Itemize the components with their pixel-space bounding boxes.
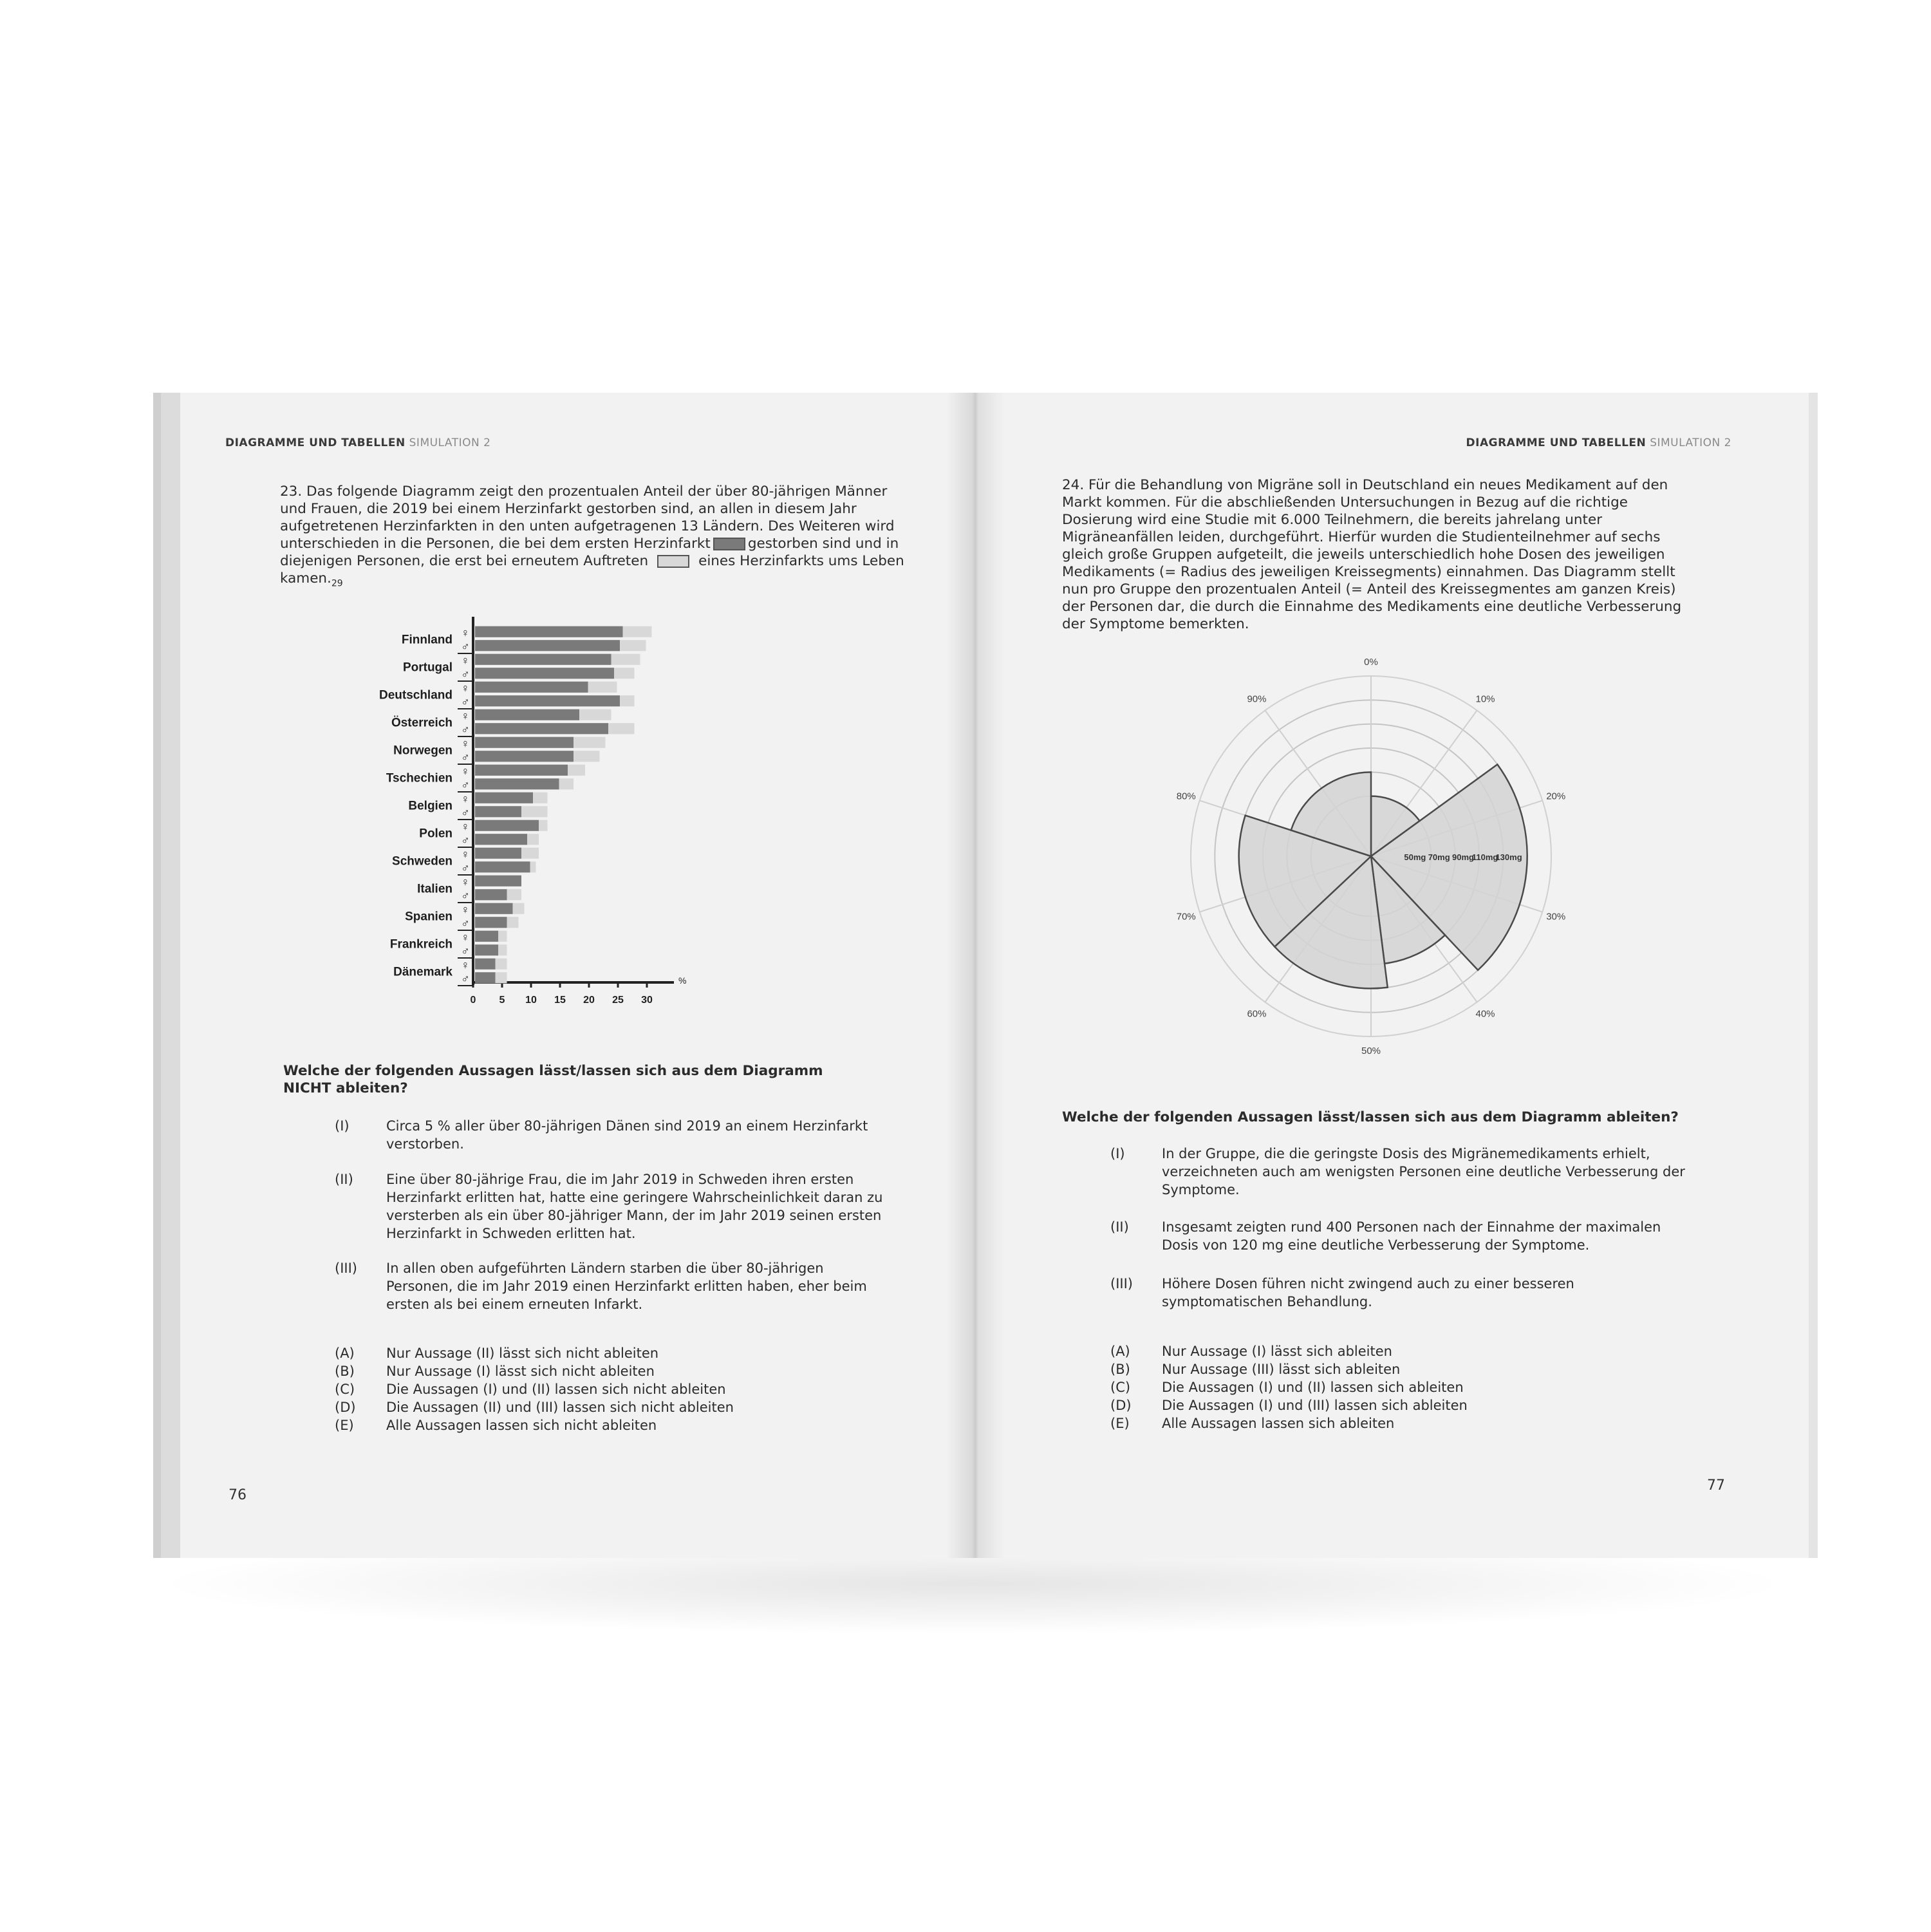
right-page xyxy=(972,393,1818,1558)
intro-line xyxy=(280,552,911,570)
left-header-section: DIAGRAMME UND TABELLEN xyxy=(225,436,406,449)
intro-line: Medikaments (= Radius des jeweiligen Kreissegments) einnahmen. Das Diagramm stellt xyxy=(1062,564,1675,580)
category-label: Finnland xyxy=(401,633,452,647)
bar-first-infarct xyxy=(475,959,496,970)
left-question: Welche der folgenden Aussagen lässt/lassen sich aus dem Diagramm NICHT ableiten? xyxy=(283,1063,823,1096)
intro-line-part: gestorben sind und in xyxy=(747,536,899,552)
answer-text: Alle Aussagen lassen sich nicht ableiten xyxy=(386,1418,657,1433)
answer-option-d[interactable] xyxy=(1110,1396,1690,1414)
intro-line-part: kamen. xyxy=(280,570,331,586)
bar-first-infarct xyxy=(475,792,533,803)
legend-swatch-first-infarct xyxy=(713,538,745,550)
answer-option-e[interactable] xyxy=(335,1416,888,1434)
intro-line: der Symptome bemerkten. xyxy=(1062,616,1249,632)
x-tick-label: 15 xyxy=(554,995,566,1006)
answer-text: Nur Aussage (I) lässt sich nicht ableiten xyxy=(386,1364,655,1379)
x-tick-label: 20 xyxy=(583,995,595,1006)
angle-label: 20% xyxy=(1546,791,1566,802)
category-label: Italien xyxy=(417,882,452,896)
angle-label: 40% xyxy=(1475,1008,1495,1020)
left-intro xyxy=(280,483,911,592)
intro-line-part: diejenigen Personen, die erst bei erneutem Auftreten xyxy=(280,553,649,569)
female-symbol: ♀ xyxy=(461,820,470,833)
intro-line: aufgetretenen Herzinfarkten in den unten aufgetragenen 13 Ländern. Des Weiteren wird xyxy=(280,518,895,534)
male-symbol: ♂ xyxy=(461,917,470,930)
bar-first-infarct xyxy=(475,848,521,859)
answer-option-c[interactable] xyxy=(1110,1378,1690,1396)
radial-dose-label: 130mg xyxy=(1495,852,1522,862)
answer-option-c[interactable] xyxy=(335,1380,888,1398)
intro-line xyxy=(280,535,911,552)
answer-text: Nur Aussage (III) lässt sich ableiten xyxy=(1162,1362,1401,1377)
statement-number: (III) xyxy=(1110,1276,1133,1291)
radial-dose-label: 50mg xyxy=(1404,852,1426,862)
left-page-number: 76 xyxy=(229,1487,247,1503)
category-label: Frankreich xyxy=(389,937,452,952)
answer-option-b[interactable] xyxy=(1110,1360,1690,1378)
right-page-number: 77 xyxy=(1707,1477,1725,1494)
bar-first-infarct xyxy=(475,695,620,706)
bar-first-infarct xyxy=(475,723,608,734)
female-symbol: ♀ xyxy=(461,736,470,750)
statement-number: (I) xyxy=(1110,1146,1125,1161)
legend-swatch-repeat-infarct xyxy=(657,555,689,568)
female-symbol: ♀ xyxy=(461,709,470,722)
statement-text: Höhere Dosen führen nicht zwingend auch zu einer besseren symptomatischen Behandlung. xyxy=(1162,1276,1574,1309)
bar-first-infarct xyxy=(475,931,498,942)
male-symbol: ♂ xyxy=(461,751,470,764)
answer-key: (A) xyxy=(335,1346,355,1361)
left-answer-options xyxy=(335,1344,888,1434)
statement-1 xyxy=(335,1117,888,1162)
intro-line-part: unterschieden in die Personen, die bei dem ersten Herzinfarkt xyxy=(280,536,711,552)
male-symbol: ♂ xyxy=(461,834,470,847)
female-symbol: ♀ xyxy=(461,764,470,778)
intro-line: Dosierung wird eine Studie mit 6.000 Teilnehmern, die bereits jahrelang unter xyxy=(1062,512,1603,528)
female-symbol: ♀ xyxy=(461,958,470,971)
female-symbol: ♀ xyxy=(461,930,470,944)
male-symbol: ♂ xyxy=(461,778,470,792)
migraine-polar-chart xyxy=(1165,650,1577,1075)
statement-text: Insgesamt zeigten rund 400 Personen nach der Einnahme der maximalen Dosis von 120 mg eine deutliche Verbesserung der Symptome. xyxy=(1162,1219,1661,1253)
intro-line-part: eines Herzinfarkts ums Leben xyxy=(698,553,904,569)
x-tick-label: 10 xyxy=(525,995,537,1006)
footnote-marker: 29 xyxy=(331,578,343,589)
answer-text: Nur Aussage (II) lässt sich nicht ableiten xyxy=(386,1346,659,1361)
bar-first-infarct xyxy=(475,709,579,720)
male-symbol: ♂ xyxy=(461,668,470,681)
book-gutter xyxy=(946,393,1004,1558)
statement-text: Circa 5 % aller über 80-jährigen Dänen sind 2019 an einem Herzinfarkt verstorben. xyxy=(386,1118,868,1152)
bar-first-infarct xyxy=(475,806,521,817)
angle-label: 90% xyxy=(1247,693,1267,705)
bar-first-infarct xyxy=(475,778,559,789)
angle-label: 70% xyxy=(1176,911,1196,923)
answer-text: Die Aussagen (I) und (II) lassen sich nicht ableiten xyxy=(386,1382,726,1397)
right-question: Welche der folgenden Aussagen lässt/lassen sich aus dem Diagramm ableiten? xyxy=(1062,1109,1679,1125)
right-header-section: DIAGRAMME UND TABELLEN xyxy=(1466,436,1646,449)
bar-first-infarct xyxy=(475,737,574,748)
answer-option-b[interactable] xyxy=(335,1362,888,1380)
male-symbol: ♂ xyxy=(461,695,470,709)
answer-key: (D) xyxy=(1110,1398,1132,1413)
x-tick-label: 5 xyxy=(499,995,505,1006)
intro-line: Migräneanfällen leiden, durchgeführt. Hierfür wurden die Studienteilnehmer auf sechs xyxy=(1062,529,1661,545)
category-label: Österreich xyxy=(391,716,452,730)
male-symbol: ♂ xyxy=(461,944,470,958)
right-answer-options xyxy=(1110,1342,1690,1432)
answer-key: (C) xyxy=(335,1382,355,1397)
answer-option-d[interactable] xyxy=(335,1398,888,1416)
statement-text: Eine über 80-jährige Frau, die im Jahr 2019 in Schweden ihren ersten Herzinfarkt erlitten hat, hatte eine geringere Wahrscheinlichkeit daran zu versterben als ein über 80-jähriger Mann, der im Jahr 2019 seinen ersten Herzinfarkt in Schweden erlitten hat. xyxy=(386,1172,883,1241)
answer-text: Alle Aussagen lassen sich ableiten xyxy=(1162,1416,1395,1431)
angle-label: 30% xyxy=(1546,911,1566,923)
answer-option-e[interactable] xyxy=(1110,1414,1690,1432)
answer-key: (D) xyxy=(335,1400,356,1415)
bar-first-infarct xyxy=(475,654,611,665)
heart-attack-bar-chart xyxy=(354,612,882,1011)
statement-text: In der Gruppe, die die geringste Dosis des Migränemedikaments erhielt, verzeichneten auch am wenigsten Personen eine deutliche Verbesserung der Symptome. xyxy=(1162,1146,1685,1197)
answer-text: Die Aussagen (II) und (III) lassen sich nicht ableiten xyxy=(386,1400,734,1415)
category-label: Dänemark xyxy=(393,965,452,979)
female-symbol: ♀ xyxy=(461,626,470,639)
angle-label: 10% xyxy=(1475,693,1495,705)
bar-first-infarct xyxy=(475,972,496,983)
right-running-head xyxy=(1466,436,1731,449)
bar-first-infarct xyxy=(475,640,620,651)
category-label: Polen xyxy=(419,827,452,841)
answer-text: Die Aussagen (I) und (II) lassen sich ableiten xyxy=(1162,1380,1464,1395)
x-tick-label: 0 xyxy=(470,995,476,1006)
angle-label: 0% xyxy=(1364,657,1378,668)
radial-dose-label: 110mg xyxy=(1471,852,1498,862)
male-symbol: ♂ xyxy=(461,806,470,820)
intro-line: 23. Das folgende Diagramm zeigt den prozentualen Anteil der über 80-jährigen Männer xyxy=(280,483,888,500)
statement-number: (III) xyxy=(335,1261,357,1276)
left-header-simulation: SIMULATION 2 xyxy=(409,436,491,449)
intro-line: nun pro Gruppe den prozentualen Anteil (= Anteil des Kreissegmentes am ganzen Kreis) xyxy=(1062,581,1676,597)
radial-dose-label: 90mg xyxy=(1452,852,1474,862)
bar-first-infarct xyxy=(475,944,498,955)
left-page xyxy=(161,393,991,1558)
statement-3 xyxy=(335,1259,888,1317)
bar-first-infarct xyxy=(475,682,588,693)
bar-first-infarct xyxy=(475,820,539,831)
category-label: Spanien xyxy=(405,910,452,924)
category-label: Tschechien xyxy=(386,771,452,785)
answer-key: (B) xyxy=(1110,1362,1130,1377)
bar-first-infarct xyxy=(475,834,527,845)
bar-first-infarct xyxy=(475,917,507,928)
statement-1 xyxy=(1110,1145,1690,1203)
category-label: Norwegen xyxy=(393,744,452,758)
intro-line: 24. Für die Behandlung von Migräne soll in Deutschland ein neues Medikament auf den xyxy=(1062,477,1668,493)
statement-number: (II) xyxy=(1110,1219,1129,1235)
intro-line: und Frauen, die 2019 bei einem Herzinfarkt gestorben sind, an allen in diesem Jahr xyxy=(280,501,857,517)
left-running-head xyxy=(225,436,490,449)
x-tick-label: 30 xyxy=(641,995,653,1006)
female-symbol: ♀ xyxy=(461,792,470,805)
answer-key: (C) xyxy=(1110,1380,1131,1395)
male-symbol: ♂ xyxy=(461,640,470,653)
angle-label: 80% xyxy=(1176,791,1196,802)
angle-label: 60% xyxy=(1247,1008,1267,1020)
bar-first-infarct xyxy=(475,626,623,637)
statement-text: In allen oben aufgeführten Ländern starben die über 80-jährigen Personen, die im Jahr 2019 einen Herzinfarkt erlitten haben, eher beim ersten als bei einem erneuten Infarkt. xyxy=(386,1261,867,1312)
male-symbol: ♂ xyxy=(461,723,470,736)
intro-line: der Personen dar, die durch die Einnahme des Medikaments eine deutliche Verbesserung xyxy=(1062,599,1682,615)
statement-number: (I) xyxy=(335,1118,350,1134)
bar-first-infarct xyxy=(475,889,507,900)
female-symbol: ♀ xyxy=(461,903,470,916)
bar-first-infarct xyxy=(475,861,530,872)
answer-key: (A) xyxy=(1110,1344,1130,1359)
answer-key: (E) xyxy=(335,1418,354,1433)
male-symbol: ♂ xyxy=(461,889,470,903)
x-tick-label: 25 xyxy=(612,995,624,1006)
bar-first-infarct xyxy=(475,765,568,776)
right-header-simulation: SIMULATION 2 xyxy=(1650,436,1731,449)
category-label: Schweden xyxy=(392,854,452,868)
intro-line: gleich große Gruppen aufgeteilt, die jeweils unterschiedlich hohe Dosen des jeweiligen xyxy=(1062,547,1665,563)
answer-key: (B) xyxy=(335,1364,355,1379)
female-symbol: ♀ xyxy=(461,681,470,695)
x-unit-label: % xyxy=(678,975,687,986)
statement-3 xyxy=(1110,1275,1690,1313)
female-symbol: ♀ xyxy=(461,847,470,861)
bar-first-infarct xyxy=(475,903,513,914)
statement-2 xyxy=(1110,1218,1690,1257)
bar-first-infarct xyxy=(475,876,521,886)
answer-text: Nur Aussage (I) lässt sich ableiten xyxy=(1162,1344,1392,1359)
answer-option-a[interactable] xyxy=(1110,1342,1690,1360)
answer-key: (E) xyxy=(1110,1416,1130,1431)
right-intro xyxy=(1062,476,1693,633)
male-symbol: ♂ xyxy=(461,972,470,986)
radial-dose-label: 70mg xyxy=(1428,852,1450,862)
category-label: Deutschland xyxy=(378,688,452,702)
statement-2 xyxy=(335,1170,888,1248)
female-symbol: ♀ xyxy=(461,653,470,667)
answer-option-a[interactable] xyxy=(335,1344,888,1362)
statement-number: (II) xyxy=(335,1172,353,1187)
intro-line: Markt kommen. Für die abschließenden Untersuchungen in Bezug auf die richtige xyxy=(1062,494,1628,511)
category-label: Belgien xyxy=(408,799,452,813)
intro-line xyxy=(280,570,911,592)
category-label: Portugal xyxy=(402,661,452,675)
female-symbol: ♀ xyxy=(461,875,470,888)
bar-first-infarct xyxy=(475,668,614,679)
bar-first-infarct xyxy=(475,751,574,762)
male-symbol: ♂ xyxy=(461,861,470,875)
answer-text: Die Aussagen (I) und (III) lassen sich ableiten xyxy=(1162,1398,1468,1413)
angle-label: 50% xyxy=(1361,1046,1381,1056)
